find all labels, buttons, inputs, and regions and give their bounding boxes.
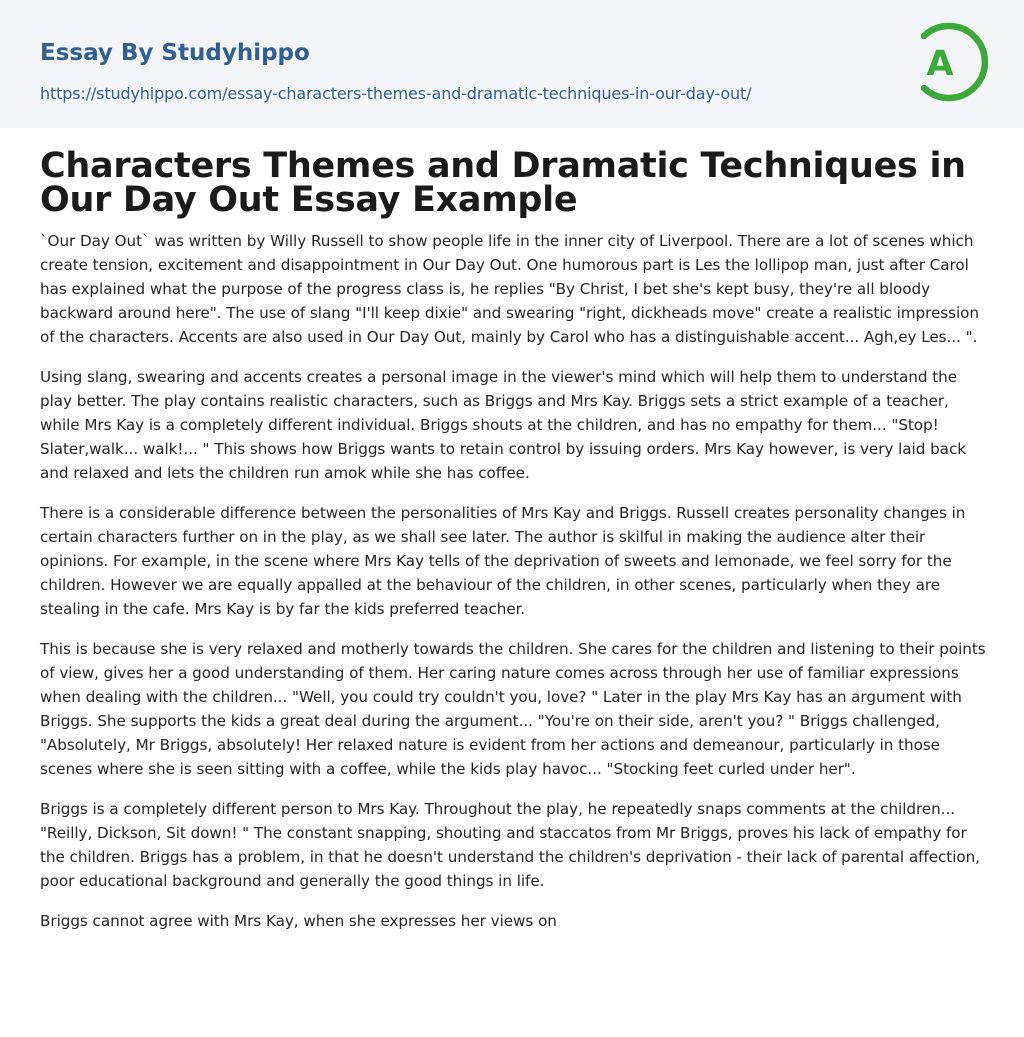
site-title[interactable]: Essay By Studyhippo: [40, 40, 310, 66]
logo-ring-icon: [912, 18, 988, 106]
article-body: [40, 229, 986, 949]
paragraph: There is a considerable difference between the personalities of Mrs Kay and Briggs. Russell creates personality changes in certain characters further on in the play, as we shall see later. The author is skilful in making the audience alter their opinions. For example, in the scene where Mrs Kay tells of the deprivation of sweets and lemonade, we feel sorry for the children. However we are equally appalled at the behaviour of the children, in other scenes, particularly when they are stealing in the cafe. Mrs Kay is by far the kids preferred teacher.: [40, 504, 966, 618]
paragraph: This is because she is very relaxed and motherly towards the children. She cares for the children and listening to their points of view, gives her a good understanding of them. Her caring nature comes across through her use of familiar expressions when dealing with the children... "Well, you could try couldn't you, love? " Later in the play Mrs Kay has an argument with Briggs. She supports the kids a great deal during the argument... "You're on their side, aren't you? " Briggs challenged, "Absolutely, Mr Briggs, absolutely! Her relaxed nature is evident from her actions and demeanour, particularly in those scenes where she is seen sitting with a coffee, while the kids play havoc... "Stocking feet curled under her".: [40, 640, 986, 778]
logo-letter: A: [926, 44, 954, 84]
article-title: Characters Themes and Dramatic Techniques in Our Day Out Essay Example: [40, 146, 966, 220]
paragraph: Briggs is a completely different person to Mrs Kay. Throughout the play, he repeatedly snaps comments at the children... "Reilly, Dickson, Sit down! " The constant snapping, shouting and staccatos from Mr Briggs, proves his lack of empathy for the children. Briggs has a problem, in that he doesn't understand the children's deprivation - their lack of parental affection, poor educational background and generally the good things in life.: [40, 800, 980, 890]
page-url-link[interactable]: https://studyhippo.com/essay-characters-themes-and-dramatic-techniques-in-our-day-out/: [40, 84, 752, 103]
paragraph: `Our Day Out` was written by Willy Russell to show people life in the inner city of Liverpool. There are a lot of scenes which create tension, excitement and disappointment in Our Day Out. One humorous part is Les the lollipop man, just after Carol has explained what the purpose of the progress class is, he replies "By Christ, I bet she's kept busy, they're all bloody backward around here". The use of slang "I'll keep dixie" and swearing "right, dickheads move" create a realistic impression of the characters. Accents are also used in Our Day Out, mainly by Carol who has a distinguishable accent... Agh,ey Les... ".: [40, 232, 979, 346]
paragraph: Using slang, swearing and accents creates a personal image in the viewer's mind which will help them to understand the play better. The play contains realistic characters, such as Briggs and Mrs Kay. Briggs sets a strict example of a teacher, while Mrs Kay is a completely different individual. Briggs shouts at the children, and has no empathy for them... "Stop! Slater,walk... walk!... " This shows how Briggs wants to retain control by issuing orders. Mrs Kay however, is very laid back and relaxed and lets the children run amok while she has coffee.: [40, 368, 966, 482]
studyhippo-logo[interactable]: [912, 18, 988, 106]
paragraph: Briggs cannot agree with Mrs Kay, when she expresses her views on: [40, 912, 557, 930]
site-header: [0, 0, 1024, 128]
